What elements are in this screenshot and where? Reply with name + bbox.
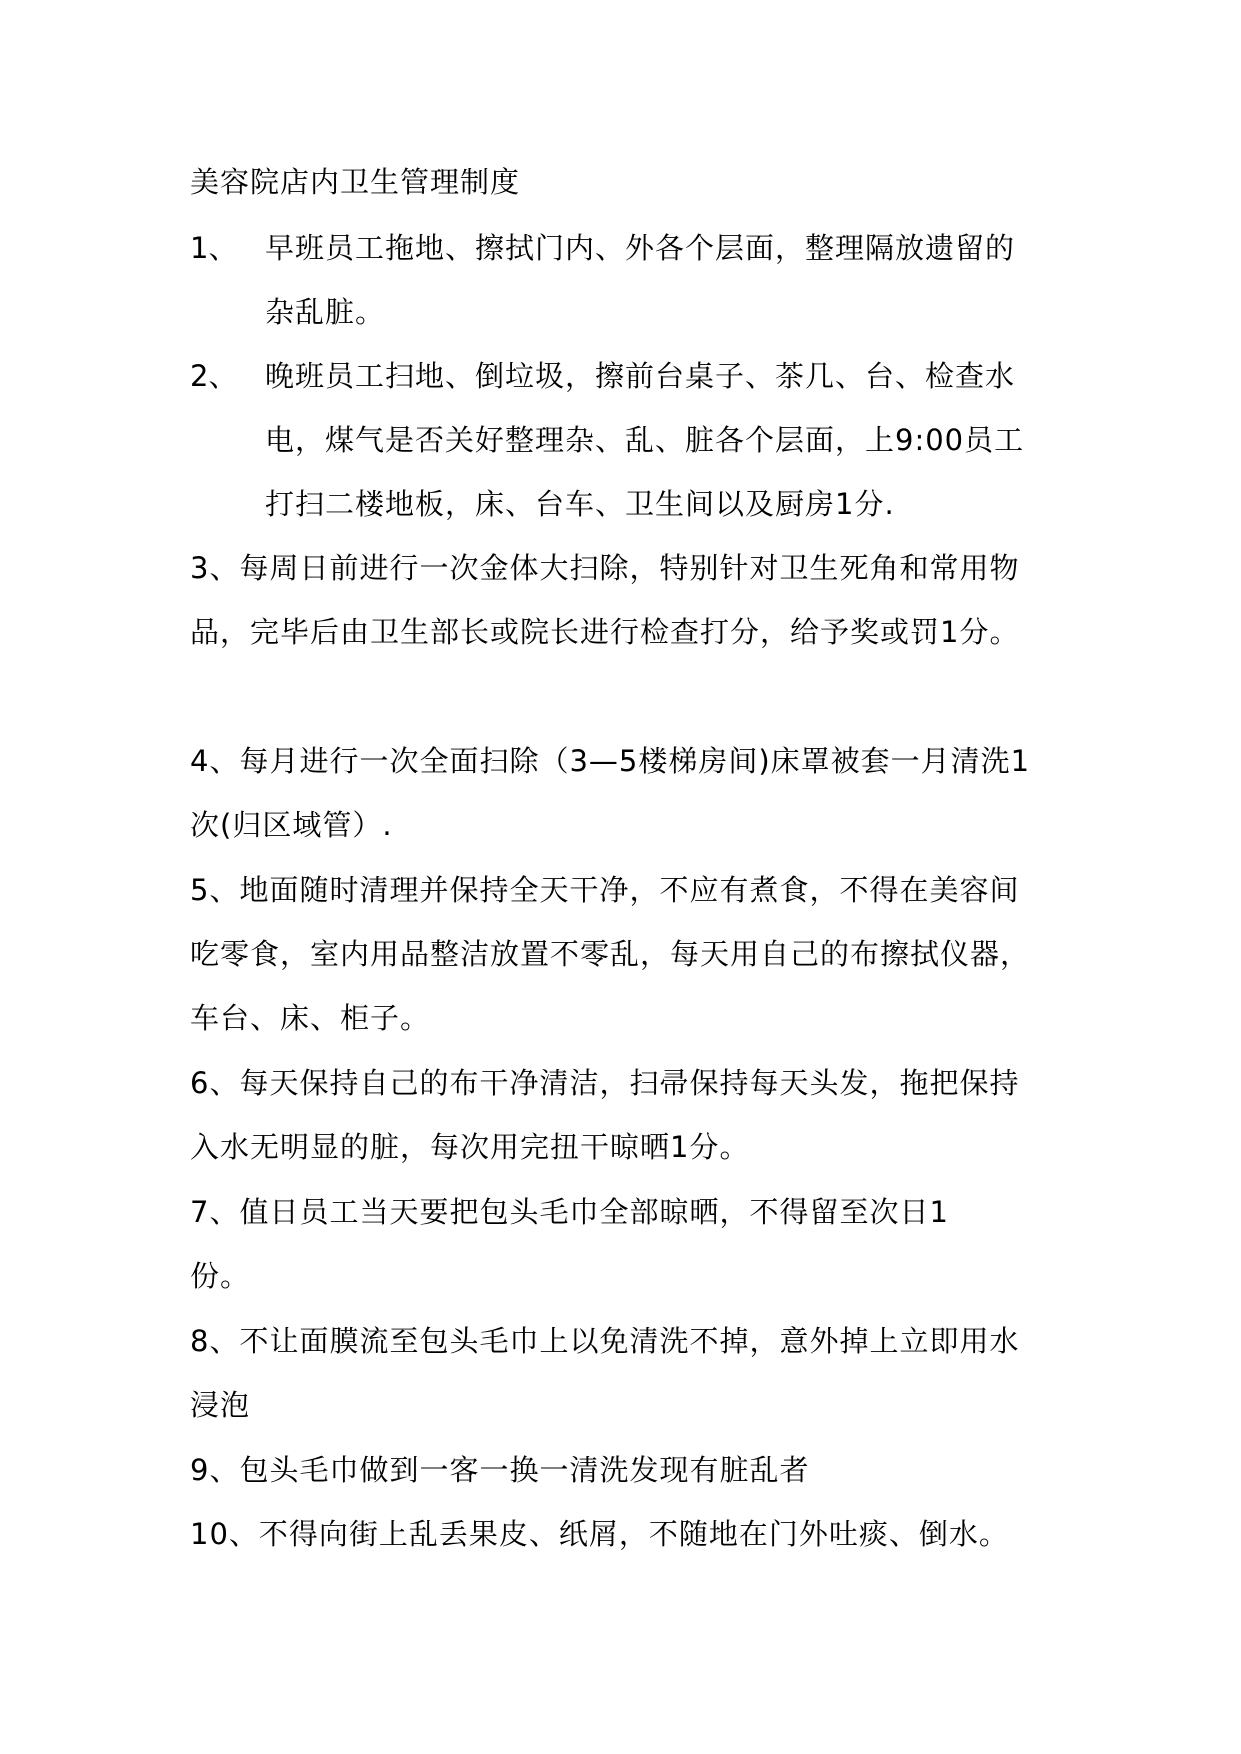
item-6-line-2: 入水无明显的脏，每次用完扭干晾晒1分。 [190, 1130, 750, 1164]
item-4-line-1: 4、每月进行一次全面扫除（3—5楼梯房间)床罩被套一月清洗1 [190, 744, 1031, 778]
item-5-line-2: 吃零食，室内用品整洁放置不零乱，每天用自己的布擦拭仪器， [190, 937, 1031, 971]
item-8-line-2: 浸泡 [190, 1388, 251, 1422]
item-3-line-1: 3、每周日前进行一次金体大扫除，特别针对卫生死角和常用物 [190, 551, 1020, 585]
item-1-line-1: 早班员工拖地、擦拭门内、外各个层面，整理隔放遗留的 [265, 231, 1016, 265]
item-2-line-3: 打扫二楼地板，床、台车、卫生间以及厨房1分. [265, 487, 895, 521]
item-2-number: 2、 [190, 359, 238, 393]
item-6-line-1: 6、每天保持自己的布干净清洁，扫帚保持每天头发，拖把保持 [190, 1066, 1020, 1100]
item-8-line-1: 8、不让面膜流至包头毛巾上以免清洗不掉，意外掉上立即用水 [190, 1324, 1020, 1358]
item-10-line-1: 10、不得向街上乱丢果皮、纸屑，不随地在门外吐痰、倒水。 [190, 1517, 1009, 1551]
item-7-line-1: 7、值日员工当天要把包头毛巾全部晾晒，不得留至次日1 [190, 1195, 949, 1229]
item-4-line-2: 次(归区域管）. [190, 808, 393, 842]
item-1-line-2: 杂乱脏。 [265, 295, 386, 329]
item-2-line-1: 晚班员工扫地、倒垃圾，擦前台桌子、茶几、台、检查水 [265, 359, 1016, 393]
item-3-line-2: 品，完毕后由卫生部长或院长进行检查打分，给予奖或罚1分。 [190, 615, 1020, 649]
item-9-line-1: 9、包头毛巾做到一客一换一清洗发现有脏乱者 [190, 1453, 810, 1487]
item-7-line-2: 份。 [190, 1259, 251, 1293]
item-5-line-1: 5、地面随时清理并保持全天干净，不应有煮食，不得在美容间 [190, 873, 1020, 907]
item-1-number: 1、 [190, 231, 238, 265]
item-5-line-3: 车台、床、柜子。 [190, 1001, 431, 1035]
document-title: 美容院店内卫生管理制度 [190, 165, 521, 199]
item-2-line-2: 电，煤气是否关好整理杂、乱、脏各个层面，上9:00员工 [265, 423, 1025, 457]
